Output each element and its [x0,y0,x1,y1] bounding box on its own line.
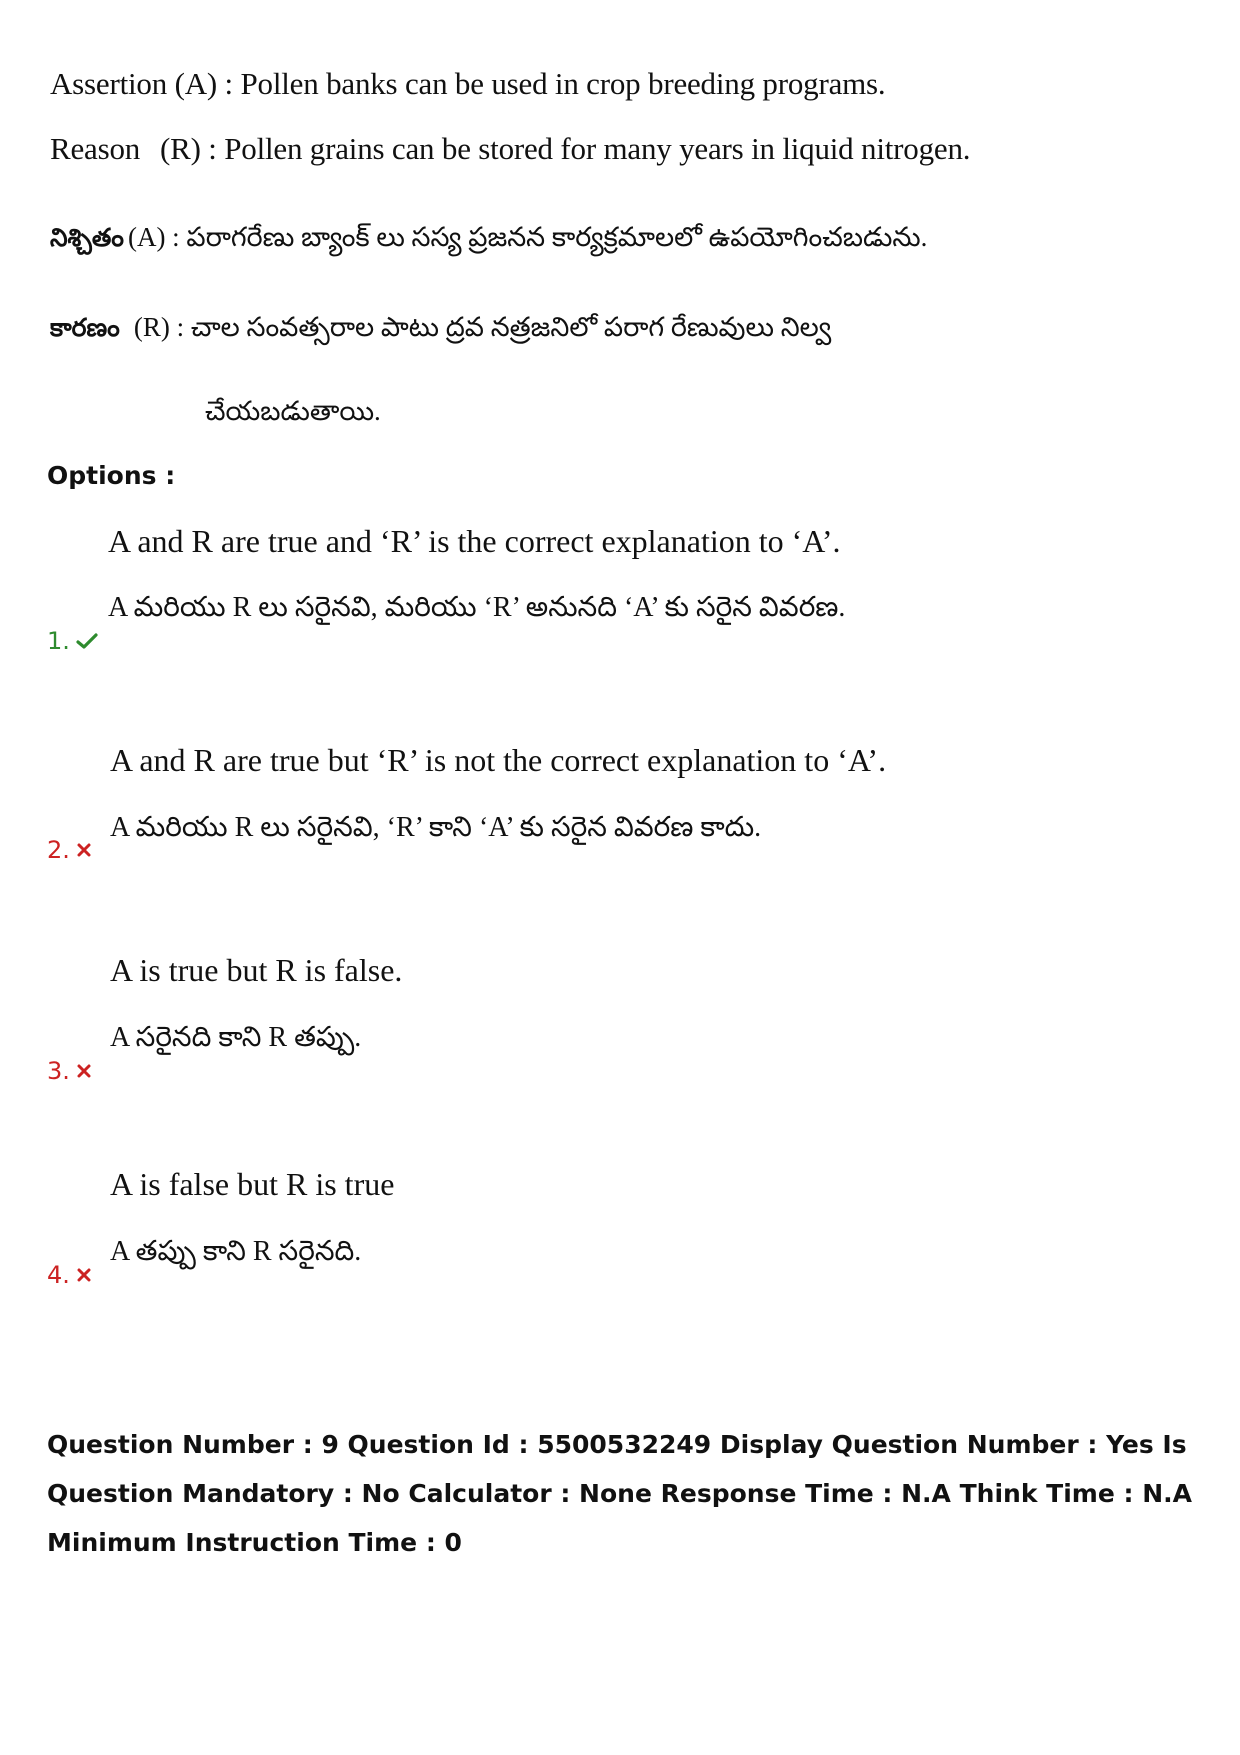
assertion-telugu-text: (A) : పరాగరేణు బ్యాంక్ లు సస్య ప్రజనన కార్యక్రమాలలో ఉపయోగించబడును. [127,222,928,252]
option-status [47,627,98,655]
options-heading: Options : [47,461,176,490]
option-number: 2. [47,836,70,864]
reason-telugu [50,312,831,350]
option-status [47,1057,92,1085]
option-english-text: A is true but R is false. [110,952,403,988]
option-status [47,836,92,864]
option-english-text: A and R are true and ‘R’ is the correct explanation to ‘A’. [108,523,841,559]
option-telugu-text: A మరియు R లు సరైనవి, మరియు ‘R’ అనునది ‘A’ కు సరైన వివరణ. [108,592,846,623]
reason-telugu-text: (R) : చాల సంవత్సరాల పాటు ద్రవ నత్రజనిలో పరాగ రేణువులు నిల్వ [133,312,832,342]
assertion-telugu-label: నిశ్చితం [50,223,124,252]
reason-english [50,131,970,167]
assertion-telugu [50,222,927,260]
option-english-text: A is false but R is true [110,1166,395,1202]
option-number: 4. [47,1261,70,1289]
cross-icon [76,1063,92,1079]
cross-icon [76,1267,92,1283]
option-number: 3. [47,1057,70,1085]
reason-telugu-label: కారణం [50,313,120,342]
reason-telugu-continuation: చేయబడుతాయి. [205,396,381,426]
question-metadata: Question Number : 9 Question Id : 5500532249 Display Question Number : Yes Is Question Mandatory : No Calculator : None Response Time : N.A Think Time : N.A Minimum Instruction Time : 0 [47,1430,1192,1557]
reason-english-text: (R) : Pollen grains can be stored for many years in liquid nitrogen. [160,131,971,166]
option-telugu-text: A సరైనది కాని R తప్పు. [110,1022,362,1053]
assertion-english: Assertion (A) : Pollen banks can be used in crop breeding programs. [50,66,886,101]
option-telugu-text: A మరియు R లు సరైనవి, ‘R’ కాని ‘A’ కు సరైన వివరణ కాదు. [110,812,762,843]
option-english-text: A and R are true but ‘R’ is not the correct explanation to ‘A’. [110,742,887,778]
option-number: 1. [47,627,70,655]
reason-english-label: Reason [50,131,141,166]
cross-icon [76,842,92,858]
check-icon [76,632,98,650]
option-status [47,1261,92,1289]
option-telugu-text: A తప్పు కాని R సరైనది. [110,1236,362,1267]
